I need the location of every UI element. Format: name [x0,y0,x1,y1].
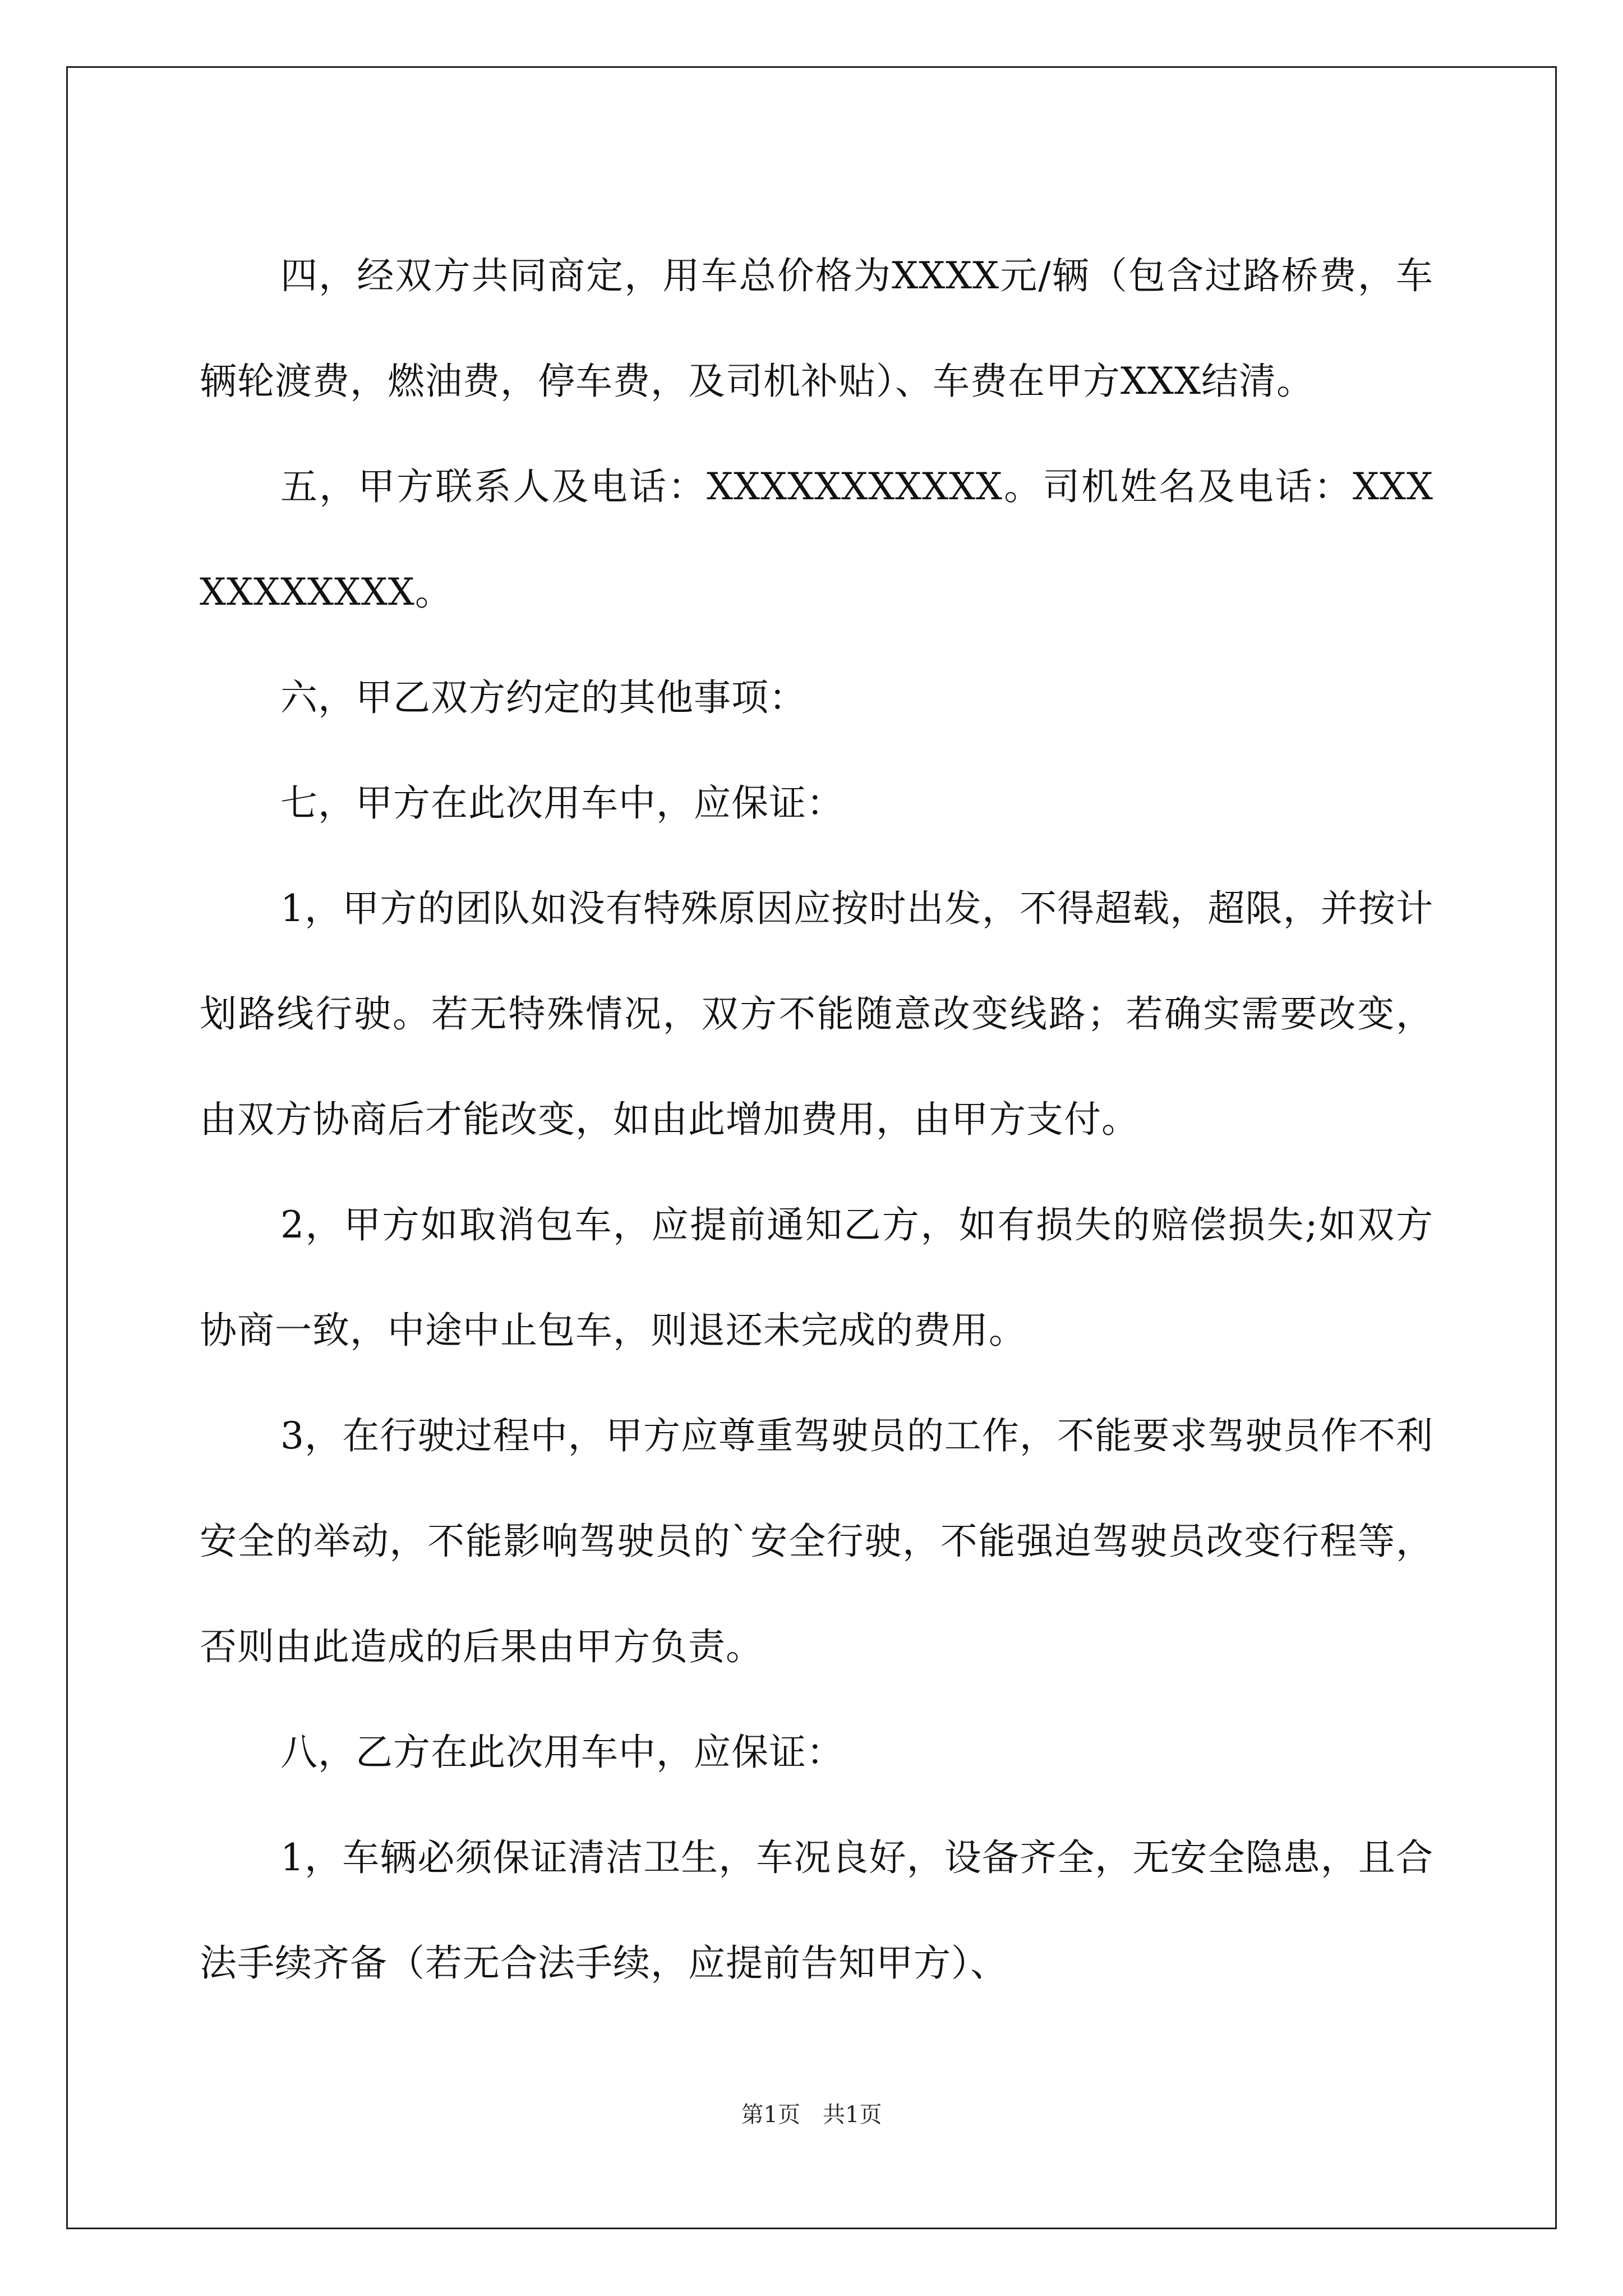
paragraph-party-a-item-2: 2，甲方如取消包车，应提前通知乙方，如有损失的赔偿损失;如双方协商一致，中途中止包车，则退还未完成的费用。 [200,1203,1433,1352]
paragraph-party-a-item-3: 3，在行驶过程中，甲方应尊重驾驶员的工作，不能要求驾驶员作不利安全的举动，不能影响驾驶员的`安全行驶，不能强迫驾驶员改变行程等，否则由此造成的后果由甲方负责。 [200,1414,1433,1668]
paragraph-party-a-item-1: 1，甲方的团队如没有特殊原因应按时出发，不得超载，超限，并按计划路线行驶。若无特殊情况，双方不能随意改变线路；若确实需要改变，由双方协商后才能改变，如由此增加费用，由甲方支付。 [200,887,1433,1141]
paragraph-other-matters: 六，甲乙双方约定的其他事项： [280,676,806,719]
paragraph-party-a-heading: 七，甲方在此次用车中，应保证： [280,781,844,825]
paragraph-party-b-item-1: 1，车辆必须保证清洁卫生，车况良好，设备齐全，无安全隐患，且合法手续齐备（若无合法手续，应提前告知甲方）、 [200,1836,1433,1985]
document-body [200,223,1433,2016]
paragraph-fee: 四，经双方共同商定，用车总价格为XXXX元/辆（包含过路桥费，车辆轮渡费，燃油费，停车费，及司机补贴）、车费在甲方XXX结清。 [200,254,1433,403]
paragraph-party-b-heading: 八，乙方在此次用车中，应保证： [280,1731,844,1774]
page-footer: 第1页 共1页 [741,2102,882,2128]
paragraph-contacts: 五，甲方联系人及电话：XXXXXXXXXXX。司机姓名及电话：XXXXXXXXXXX。 [200,465,1433,614]
